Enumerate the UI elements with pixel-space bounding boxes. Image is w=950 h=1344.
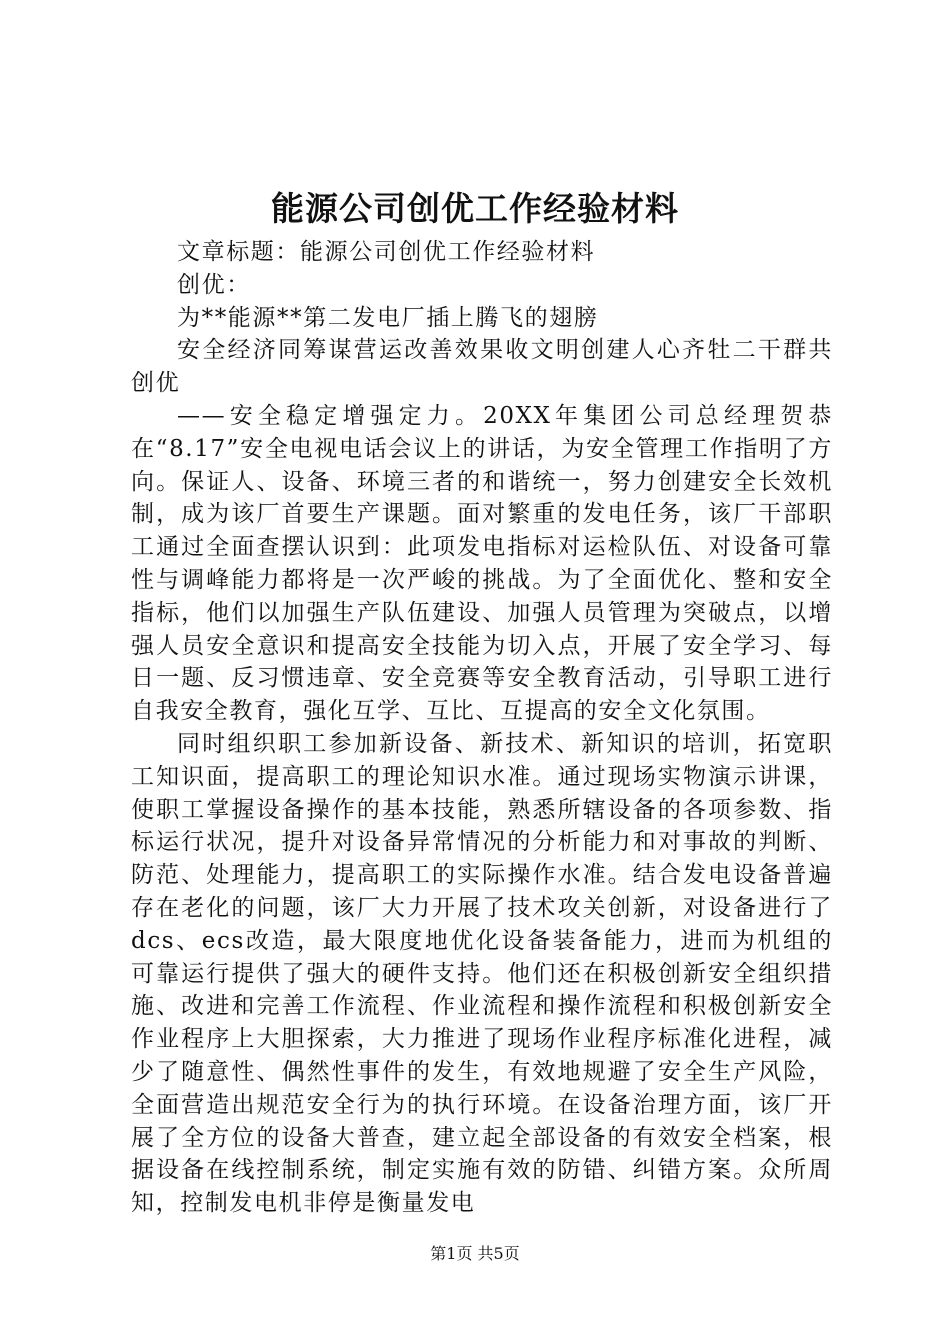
training-paragraph: 同时组织职工参加新设备、新技术、新知识的培训，拓宽职工知识面，提高职工的理论知识水准。通过现场实物演示讲课，使职工掌握设备操作的基本技能，熟悉所辖设备的各项参数、指标运行状况，提升对设备异常情况的分析能力和对事故的判断、防范、处理能力，提高职工的实际操作水准。结合发电设备普遍存在老化的问题，该厂大力开展了技术攻关创新，对设备进行了dcs、ecs改造，最大限度地优化设备装备能力，进而为机组的可靠运行提供了强大的硬件支持。他们还在积极创新安全组织措施、改进和完善工作流程、作业流程和操作流程和积极创新安全作业程序上大胆探索，大力推进了现场作业程序标准化进程，减少了随意性、偶然性事件的发生，有效地规避了安全生产风险，全面营造出规范安全行为的执行环境。在设备治理方面，该厂开展了全方位的设备大普查，建立起全部设备的有效安全档案，根据设备在线控制系统，制定实施有效的防错、纠错方案。众所周知，控制发电机非停是衡量发电 bbox=[131, 730, 833, 1217]
slogan-paragraph: 安全经济同筹谋营运改善效果收文明创建人心齐牡二干群共创优 bbox=[131, 337, 833, 397]
page-number-footer: 第1页 共5页 bbox=[430, 1244, 520, 1263]
document-title: 能源公司创优工作经验材料 bbox=[271, 189, 679, 228]
chuangyou-label: 创优： bbox=[177, 271, 251, 298]
safety-paragraph: ——安全稳定增强定力。20XX年集团公司总经理贺恭在“8.17”安全电视电话会议上的讲话，为安全管理工作指明了方向。保证人、设备、环境三者的和谐统一，努力创建安全长效机制，成为该厂首要生产课题。面对繁重的发电任务，该厂干部职工通过全面查摆认识到：此项发电指标对运检队伍、对设备可靠性与调峰能力都将是一次严峻的挑战。为了全面优化、整和安全指标，他们以加强生产队伍建设、加强人员管理为突破点，以增强人员安全意识和提高安全技能为切入点，开展了安全学习、每日一题、反习惯违章、安全竞赛等安全教育活动，引导职工进行自我安全教育，强化互学、互比、互提高的安全文化氛围。 bbox=[131, 402, 833, 725]
document-body bbox=[131, 236, 833, 1220]
subtitle-line: 为**能源**第二发电厂插上腾飞的翅膀 bbox=[177, 304, 599, 331]
article-title-line: 文章标题：能源公司创优工作经验材料 bbox=[177, 239, 596, 265]
